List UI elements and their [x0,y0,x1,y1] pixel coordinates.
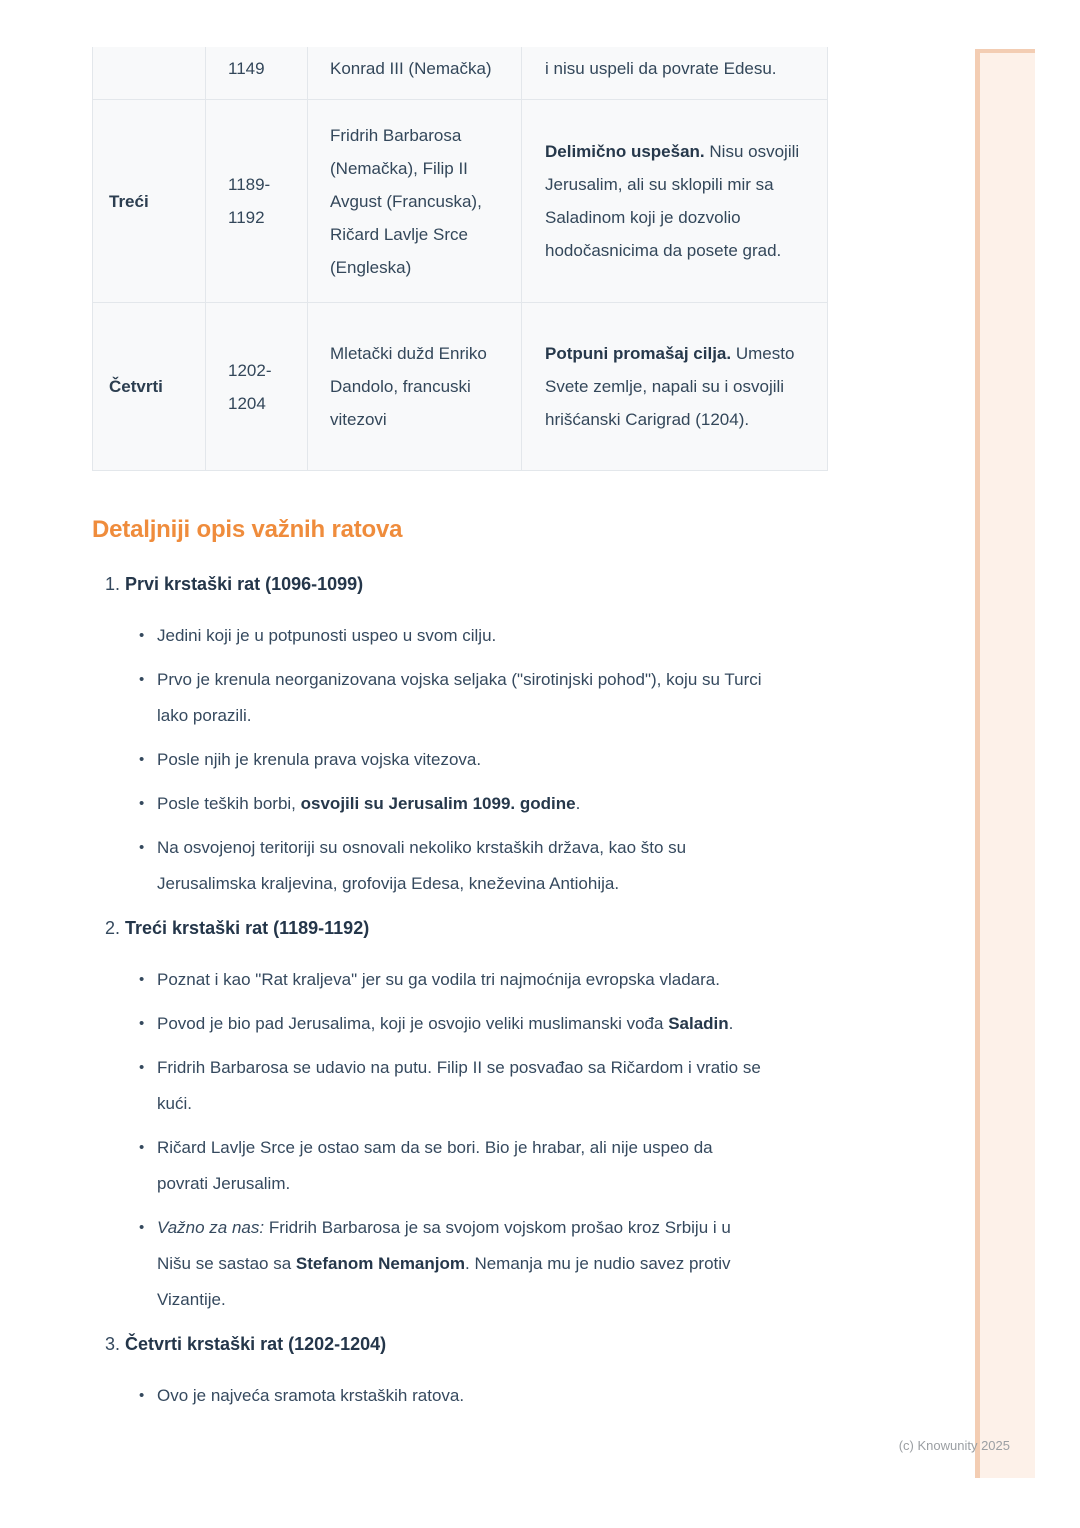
bullet-item: • Važno za nas: Fridrih Barbarosa je sa svojom vojskom prošao kroz Srbiju i u Nišu se sastao sa Stefanom Nemanjom. Nemanja mu je nudio savez protiv Vizantije. [105,1210,765,1318]
table-cell-result: i nisu uspeli da povrate Edesu. [522,47,828,100]
table-cell-crusade-name: Treći [93,100,206,303]
list-item [105,916,795,1318]
table-row [93,100,828,303]
table-cell-years: 1149 [206,47,308,100]
list-item-title [105,572,795,596]
list-item-heading: Prvi krstaški rat (1096-1099) [125,574,364,594]
table-cell-leaders: Fridrih Barbarosa (Nemačka), Filip II Avgust (Francuska), Ričard Lavlje Srce (Engleska) [308,100,522,303]
table-cell-result: Delimično uspešan. Nisu osvojili Jerusalim, ali su sklopili mir sa Saladinom koji je dozvolio hodočasnicima da posete grad. [522,100,828,303]
table-cell-leaders: Konrad III (Nemačka) [308,47,522,100]
bullet-icon: • [139,627,145,644]
list-item-heading: Četvrti krstaški rat (1202-1204) [125,1334,387,1354]
table-row [93,47,828,100]
list-item [105,1332,795,1414]
bullet-item: • Ovo je najveća sramota krstaških ratova. [105,1378,765,1414]
list-item-number: 1. [105,574,121,594]
bullet-icon: • [139,1219,145,1236]
bullet-item: • Posle njih je krenula prava vojska vitezova. [105,742,765,778]
list-item-title [105,1332,795,1356]
crusade-details-list [105,572,795,1422]
list-item-title [105,916,795,940]
crusades-table [92,47,828,471]
list-item-number: 3. [105,1334,121,1354]
bullet-item: • Na osvojenoj teritoriji su osnovali nekoliko krstaških država, kao što su Jerusalimska kraljevina, grofovija Edesa, kneževina Antiohija. [105,830,765,902]
table-cell-years: 1189-1192 [206,100,308,303]
table-cell-leaders: Mletački dužd Enriko Dandolo, francuski vitezovi [308,303,522,471]
bullet-icon: • [139,1059,145,1076]
bullet-icon: • [139,1139,145,1156]
list-item-heading: Treći krstaški rat (1189-1192) [125,918,370,938]
bullet-icon: • [139,1015,145,1032]
list-item-number: 2. [105,918,121,938]
bullet-icon: • [139,751,145,768]
page-accent-stripe [975,49,1035,1478]
bullet-icon: • [139,795,145,812]
section-heading: Detaljniji opis važnih ratova [92,516,403,543]
bullet-icon: • [139,671,145,688]
table-cell-crusade-name [93,47,206,100]
bullet-icon: • [139,971,145,988]
bullet-item: • Poznat i kao "Rat kraljeva" jer su ga vodila tri najmoćnija evropska vladara. [105,962,765,998]
bullet-item: • Prvo je krenula neorganizovana vojska seljaka ("sirotinjski pohod"), koju su Turci lako porazili. [105,662,765,734]
bullet-item: • Ričard Lavlje Srce je ostao sam da se bori. Bio je hrabar, ali nije uspeo da povrati Jerusalim. [105,1130,765,1202]
copyright-footer: (c) Knowunity 2025 [898,1438,1010,1453]
table-cell-years: 1202-1204 [206,303,308,471]
list-item [105,572,795,902]
bullet-item: • Povod je bio pad Jerusalima, koji je osvojio veliki muslimanski vođa Saladin. [105,1006,765,1042]
bullet-icon: • [139,1387,145,1404]
bullet-icon: • [139,839,145,856]
table-cell-crusade-name: Četvrti [93,303,206,471]
bullet-item: • Posle teških borbi, osvojili su Jerusalim 1099. godine. [105,786,765,822]
table-row [93,303,828,471]
table-cell-result: Potpuni promašaj cilja. Umesto Svete zemlje, napali su i osvojili hrišćanski Carigrad (1204). [522,303,828,471]
bullet-item: • Jedini koji je u potpunosti uspeo u svom cilju. [105,618,765,654]
bullet-item: • Fridrih Barbarosa se udavio na putu. Filip II se posvađao sa Ričardom i vratio se kući. [105,1050,765,1122]
